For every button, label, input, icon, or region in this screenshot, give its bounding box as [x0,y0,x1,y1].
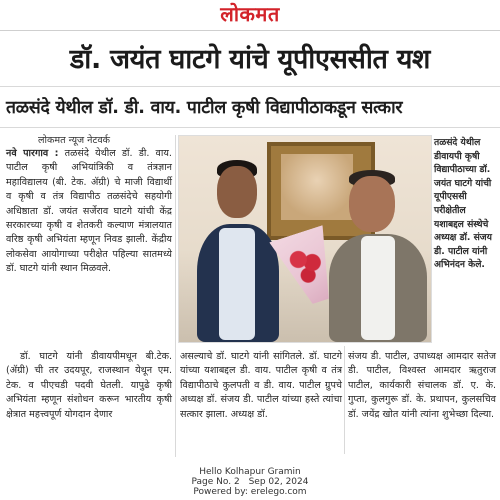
footer-date: Sep 02, 2024 [248,477,309,487]
page-footer [0,467,500,497]
person-right-head [349,176,395,232]
byline: लोकमत न्यूज नेटवर्क [38,135,111,146]
wall-portrait [281,154,353,220]
column1-paragraph1 [6,147,172,347]
column2-bottom [180,350,342,455]
footer-page-date [0,477,500,487]
footer-powered[interactable] [0,487,500,497]
person-right-shirt [361,236,395,340]
person-left-shirt [219,228,255,340]
subheadline: तळसंदे येथील डॉ. डी. वाय. पाटील कृषी विद्यापीठाकडून सत्कार [6,98,403,118]
column3-text: संजय डी. पाटील, उपाध्यक्ष आमदार सतेज डी. पाटील, विश्वस्त आमदार ऋतुराज पाटील, कार्यकारी संचालक डॉ. ए. के. गुप्ता, कुलगुरू डॉ. के. प्रथापन, कुलसचिव डॉ. जयेंद्र खोत यांनी त्यांना शुभेच्छा दिल्या. [348,351,496,420]
column1-paragraph2 [6,350,172,455]
footer-edition: Hello Kolhapur Gramin [199,467,301,477]
news-photo [178,135,432,343]
masthead [0,0,500,30]
photo-caption [434,136,496,346]
column3-bottom [348,350,496,455]
column2-text: असल्याचे डॉ. घाटगे यांनी सांगितले. डॉ. घाटगे यांच्या यशाबद्दल डी. वाय. पाटील कृषी व तंत्र विद्यापीठाचे कुलपती व डी. वाय. पाटील ग्रुपचे अध्यक्ष डॉ. संजय डी. पाटील यांच्या हस्ते त्यांचा सत्कार झाला. अध्यक्ष डॉ. [180,351,342,420]
dateline: नवे पारगाव : [6,148,59,159]
headline-divider [0,86,500,87]
newspaper-logo: लोकमत [220,2,280,26]
column-divider-1 [175,135,176,457]
column1-text2: डॉ. घाटगे यांनी डीवायपीमधून बी.टेक. (ॲग्री) ची तर उदयपूर, राजस्थान येथून एम. टेक. व पीएचडी पदवी घेतली. यापुढे कृषी अभियंता म्हणून संशोधन करून भारतीय कृषी क्षेत्रात महत्त्वपूर्ण योगदान देणार [6,351,172,420]
subheadline-divider [0,127,500,128]
top-rule [0,30,500,31]
column-divider-2 [344,346,345,454]
headline: डॉ. जयंत घाटगे यांचे यूपीएससीत यश [69,44,431,75]
photo-caption-text: तळसंदे येथील डीवायपी कृषी विद्यापीठाच्या डॉ. जयंत घाटगे यांची यूपीएससी परीक्षेतील यशाबद्दल संस्थेचे अध्यक्ष डॉ. संजय डी. पाटील यांनी अभिनंदन केले. [434,137,492,271]
column1-text: तळसंदे येथील डॉ. डी. वाय. पाटील कृषी अभियांत्रिकी व तंत्रज्ञान महाविद्यालय (बी. टेक. ॲग्री) चे माजी विद्यार्थी व कृषी व तंत्र विद्यापीठ तळसंदेचे सहयोगी अधिष्ठाता डॉ. जयंत सर्जेराव घाटगे यांची केंद्र सरकारच्या कृषी व शेतकरी कल्याण मंत्रालयात वरिष्ठ कृषी अभियंता म्हणून निवड झाली. केंद्रीय लोकसेवा आयोगाच्या परीक्षेत पहिल्या सातमध्ये डॉ. घाटगे यांनी स्थान मिळवले. [6,148,172,275]
person-left-head [217,166,257,218]
footer-page: Page No. 2 [191,477,240,487]
footer-powered-text[interactable]: Powered by: erelego.com [193,487,307,497]
